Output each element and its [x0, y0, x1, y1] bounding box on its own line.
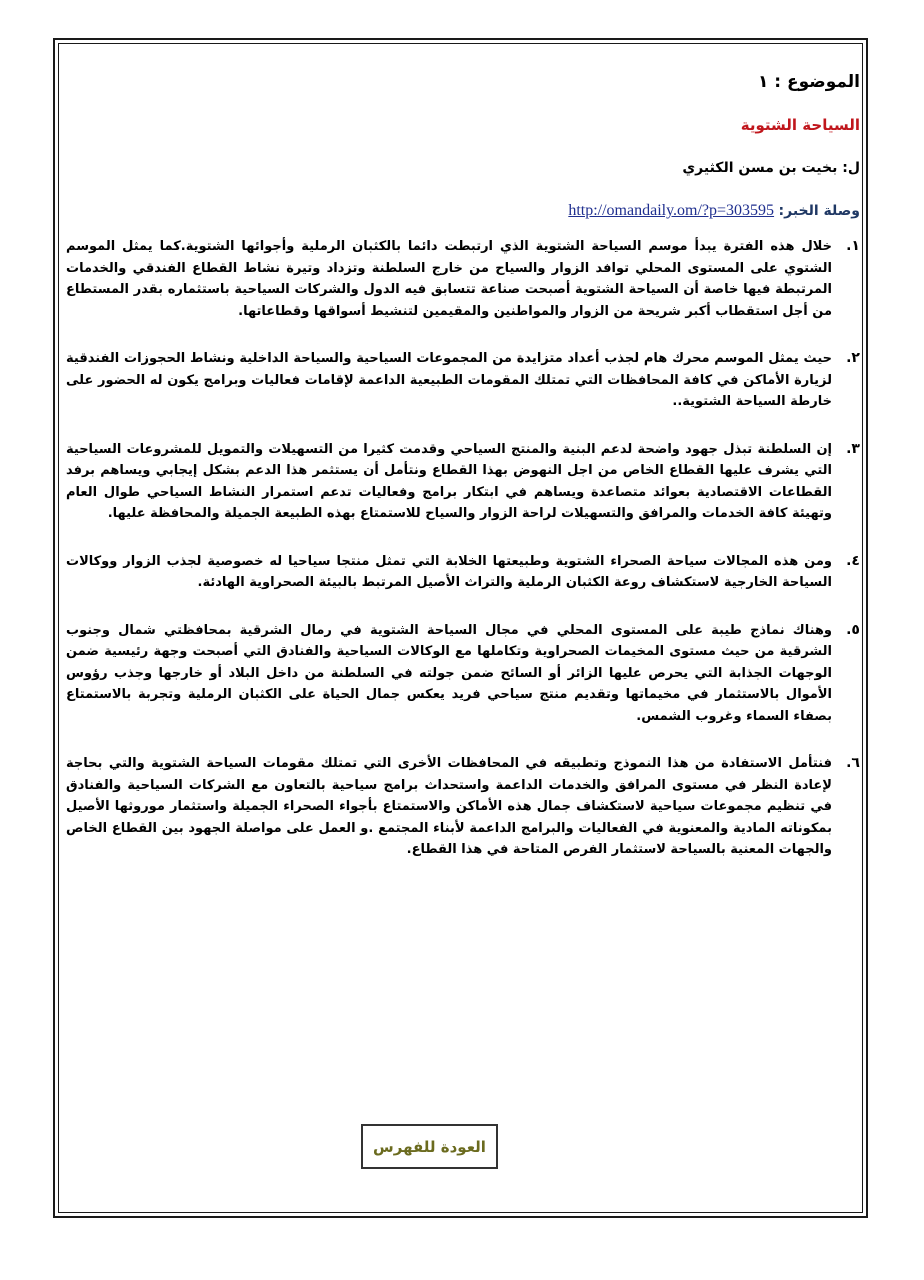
item-text: ومن هذه المجالات سياحة الصحراء الشتوية وطبيعتها الخلابة التي تمثل منتجا سياحيا له خصوصية لجذب الزوار ووكالات السياحة الخارجية لاستكشاف روعة الكثبان الرملية والتراث الأصيل المرتبط بالبيئة الصحراوية الهادئة. — [66, 553, 832, 590]
source-link[interactable]: http://omandaily.om/?p=303595 — [568, 202, 775, 219]
item-text: إن السلطنة تبذل جهود واضحة لدعم البنية والمنتج السياحي وقدمت كثيرا من التسهيلات والتمويل للمشروعات السياحية التي يشرف عليها القطاع الخاص من اجل النهوض بهذا القطاع ونتأمل أن يستثمر هذا الدعم بشكل إيجابي ويساهم برفد القطاعات الاقتصادية بعوائد متصاعدة ويساهم في ابتكار برامج وفعاليات تدعم استمرار النشاط السياحي طوال العام وتهيئة كافة الخدمات والمرافق والتسهيلات لراحة الزوار والسياح للاستمتاع بهذه الطبيعة الجميلة والمحافظة عليها. — [66, 441, 832, 521]
item-text: وهناك نماذج طيبة على المستوى المحلي في مجال السياحة الشتوية في رمال الشرقية بمحافظتي شمال وجنوب الشرقية من حيث مستوى المخيمات الصحراوية وتكاملها مع الوكالات السياحية والفنادق التي أصبحت وجهة رئيسية ضمن الوجهات الجذابة التي يحرص عليها الزائر أو السائح ضمن جولته في السلطنة من داخل البلاد أو خارجها وجذب رؤوس الأموال بالاستثمار في مخيماتها وتقديم منتج سياحي فريد يعكس جمال الحياة على الكثبان الرملية وتجربة بالاستمتاع بصفاء السماء وغروب الشمس. — [66, 622, 832, 724]
list-item — [66, 348, 860, 413]
item-number: ٤. — [846, 552, 860, 569]
topic-heading: الموضوع : ١ — [758, 72, 860, 92]
list-item — [66, 753, 860, 861]
list-item — [66, 236, 860, 322]
back-to-index-button[interactable]: العودة للفهرس — [361, 1124, 498, 1169]
article-author: ل: بخيت بن مسن الكثيري — [682, 160, 860, 176]
item-number: ٦. — [846, 755, 860, 771]
item-number: ٣. — [846, 440, 860, 457]
list-item — [66, 620, 860, 728]
article-paragraph-list — [66, 236, 860, 861]
item-number: ٢. — [846, 350, 860, 366]
list-item — [66, 551, 860, 594]
back-button-wrapper — [361, 1124, 498, 1169]
article-headline: السياحة الشتوية — [740, 116, 860, 134]
item-text: خلال هذه الفترة يبدأ موسم السياحة الشتوية الذي ارتبطت دائما بالكثبان الرملية وأجوائها الشتوية.كما يمثل الموسم الشتوي على المستوى المحلي توافد الزوار والسياح من خارج السلطنة وتزداد وتيرة نشاط القطاع الفندقي والخدمات المرتبطة فيها خاصة أن السياحة الشتوية أصبحت صناعة تتسابق فيه الدول والشركات السياحية باستثماره بقدر المستطاع من أجل استقطاب أكبر شريحة من الزوار والمواطنين والمقيمين لتنشيط أسواقها وقطاعاتها. — [66, 239, 832, 319]
source-row — [66, 202, 860, 220]
item-text: فنتأمل الاستفادة من هذا النموذج وتطبيقه في المحافظات الأخرى التي تمتلك مقومات السياحة الشتوية والتي بحاجة لإعادة النظر في مستوى المرافق والخدمات الداعمة واستحداث برامج سياحية بالتعاون مع الشركات السياحية والفنادق في تنظيم مجموعات سياحية لاستكشاف جمال هذه الأماكن والاستمتاع بأجواء الصحراء الجميلة واستثمار موروثها الأصيل بمكوناته المادية والمعنوية في الفعاليات والبرامج الداعمة لأبناء المجتمع .و العمل على مواصلة الجهود بين القطاع الخاص والجهات المعنية بالسياحة لاستثمار الفرص المتاحة في هذا القطاع. — [66, 756, 832, 857]
source-label: وصلة الخبر: — [778, 203, 860, 219]
item-number: ٥. — [846, 621, 860, 638]
article — [66, 72, 860, 887]
item-number: ١. — [846, 238, 860, 254]
item-text: حيث يمثل الموسم محرك هام لجذب أعداد متزايدة من المجموعات السياحية والسياحة الداخلية ونشاط الحجوزات الفندقية لزيارة الأماكن في كافة المحافظات التي تمتلك المقومات الطبيعية الداعمة لإقامات فعاليات وبرامج يكون له الحضور على خارطة السياحة الشتوية.. — [66, 351, 832, 409]
list-item — [66, 439, 860, 525]
